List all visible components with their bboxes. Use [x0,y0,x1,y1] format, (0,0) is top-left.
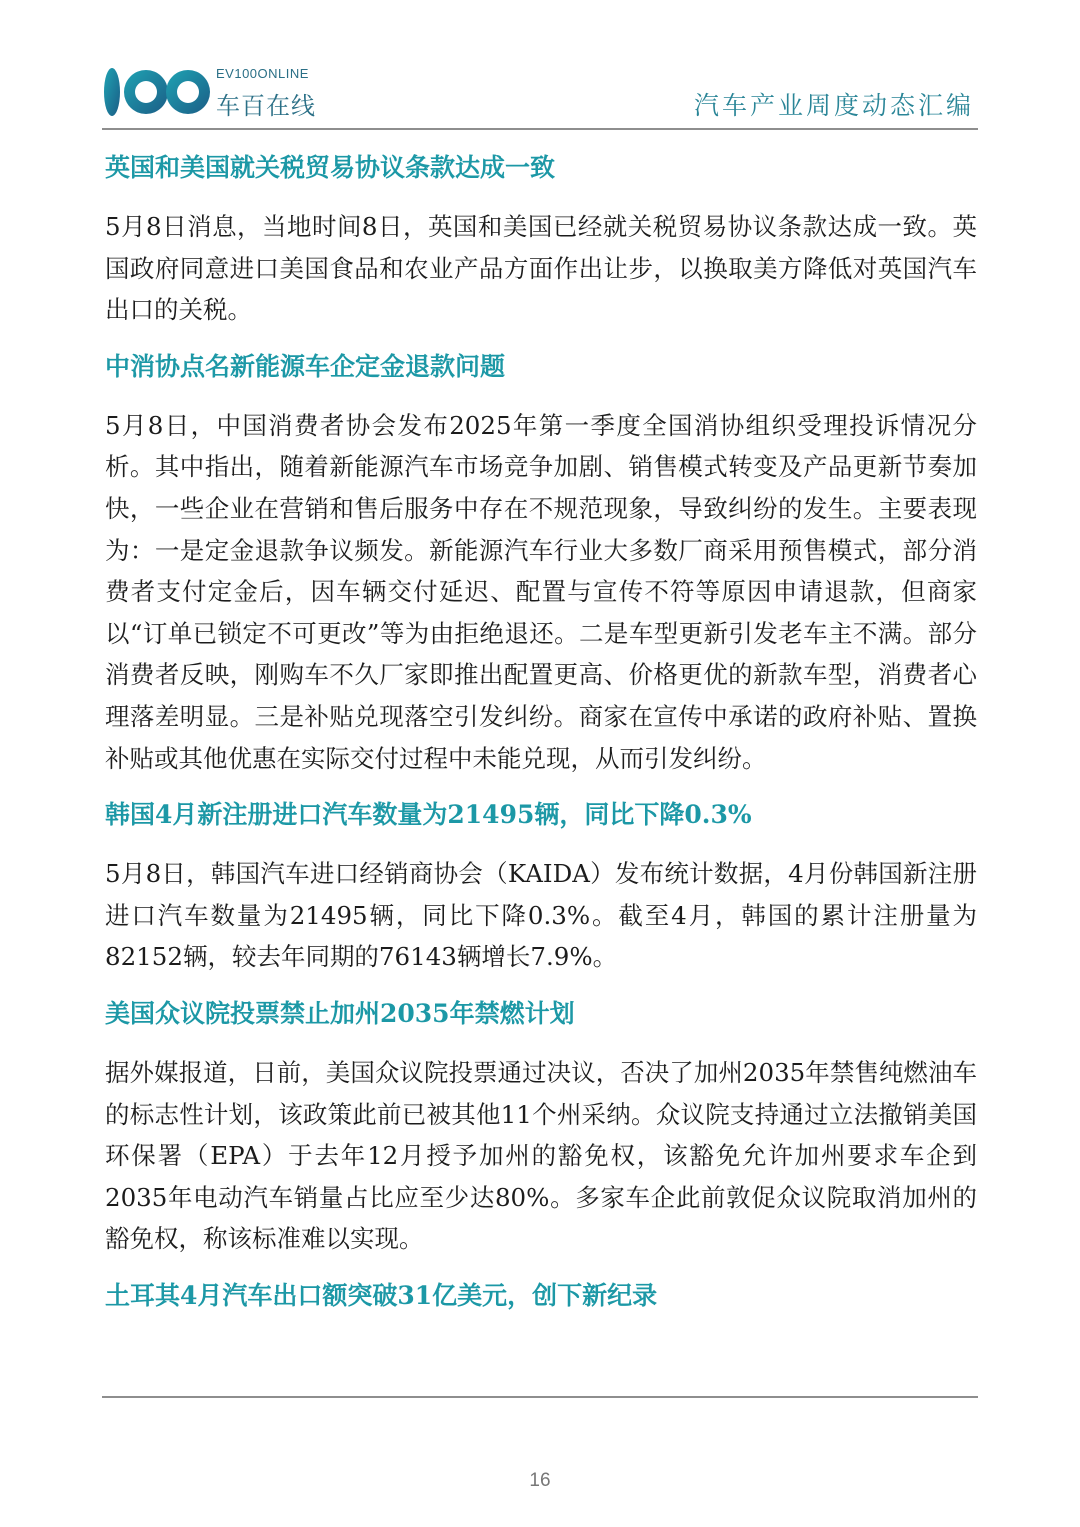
article-item [105,795,977,978]
article-item [105,994,977,1260]
footer-divider [102,1396,978,1398]
article-heading: 中消协点名新能源车企定金退款问题 [105,351,506,381]
article-heading: 英国和美国就关税贸易协议条款达成一致 [105,153,556,182]
article-body: 5月8日，中国消费者协会发布2025年第一季度全国消协组织受理投诉情况分析。其中指出，随着新能源汽车市场竞争加剧、销售模式转变及产品更新节奏加快，一些企业在营销和售后服务中存在不规范现象，导致纠纷的发生。主要表现为：一是定金退款争议频发。新能源汽车行业大多数厂商采用预售模式，部分消费者支付定金后，因车辆交付延迟、配置与宣传不符等原因申请退款，但商家以“订单已锁定不可更改”等为由拒绝退还。二是车型更新引发老车主不满。部分消费者反映，刚购车不久厂家即推出配置更高、价格更优的新款车型，消费者心理落差明显。三是补贴兑现落空引发纠纷。商家在宣传中承诺的政府补贴、置换补贴或其他优惠在实际交付过程中未能兑现，从而引发纠纷。 [105,410,977,773]
article-list [105,148,977,1334]
article-heading: 韩国4月新注册进口汽车数量为21495辆，同比下降0.3% [105,800,752,830]
header-divider [102,128,978,130]
ev100-logo [102,62,332,120]
page-number: 16 [529,1470,551,1491]
article-body: 据外媒报道，日前，美国众议院投票通过决议，否决了加州2035年禁售纯燃油车的标志性计划，该政策此前已被其他11个州采纳。众议院支持通过立法撤销美国环保署（EPA）于去年12月授予加州的豁免权，该豁免允许加州要求车企到2035年电动汽车销量占比应至少达80%。多家车企此前敦促众议院取消加州的豁免权，称该标准难以实现。 [105,1057,977,1254]
logo-chinese-text: 车百在线 [216,92,316,120]
report-title: 汽车产业周度动态汇编 [693,91,974,120]
article-heading: 美国众议院投票禁止加州2035年禁燃计划 [105,998,575,1028]
article-item [105,347,977,779]
page-header [102,62,978,130]
article-item [105,148,977,331]
article-body: 5月8日消息，当地时间8日，英国和美国已经就关税贸易协议条款达成一致。英国政府同意进口美国食品和农业产品方面作出让步，以换取美方降低对英国汽车出口的关税。 [105,212,977,325]
article-body: 5月8日，韩国汽车进口经销商协会（KAIDA）发布统计数据，4月份韩国新注册进口汽车数量为21495辆，同比下降0.3%。截至4月，韩国的累计注册量为82152辆，较去年同期的76143辆增长7.9%。 [105,859,977,972]
logo-english-text: EV100ONLINE [216,66,309,81]
article-heading: 土耳其4月汽车出口额突破31亿美元，创下新纪录 [105,1280,658,1310]
logo-mark-icon [102,62,214,120]
article-item [105,1276,977,1316]
